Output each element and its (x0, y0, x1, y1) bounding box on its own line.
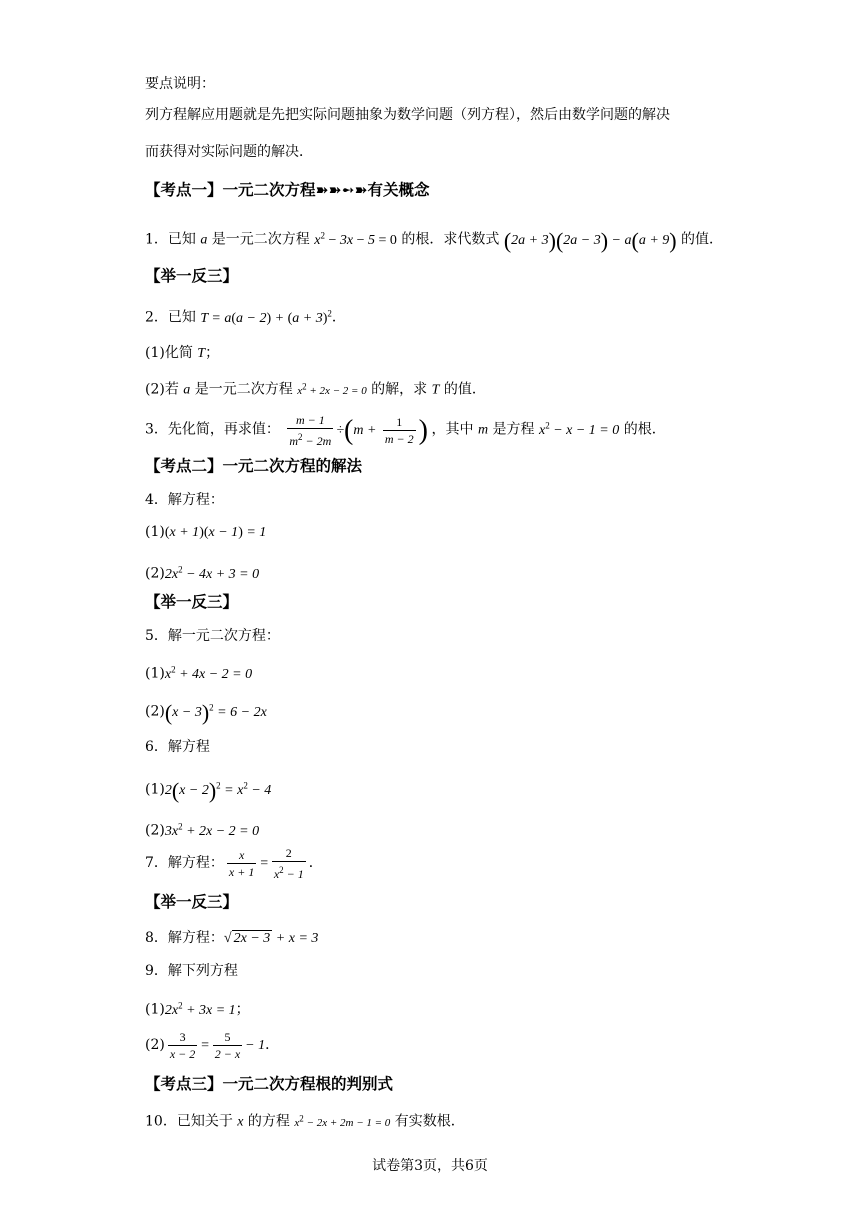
question-2: 2．已知 $T = a(a - 2) + (a + 3)^2$． (145, 308, 346, 326)
section-2-heading: 【考点二】一元二次方程的解法 (145, 457, 363, 475)
question-3: 3．先化简，再求值： $\frac{m - 1}{m^2 - 2m}$ ÷(m + $\frac{1}{m - 2}$ ) ，其中 m 是方程 $x^2 - x - 1 = 0$ 的根． (145, 412, 666, 448)
intro-body-1: 列方程解应用题就是先把实际问题抽象为数学问题（列方程），然后由数学问题的解决 (145, 107, 670, 123)
question-5: 5．解一元二次方程： (145, 628, 280, 644)
question-9-part-1: $(1)2x^2 + 3x = 1$； (145, 1000, 250, 1018)
question-5-part-2: $(2)(x - 3)^2 = 6 - 2x$ (145, 699, 267, 725)
question-8: 8．解方程：√ 2x − 3 + x = 3 (145, 930, 319, 946)
question-9: 9．解下列方程 (145, 963, 238, 979)
intro-body-2: 而获得对实际问题的解决． (145, 144, 313, 160)
question-7: 7．解方程： $\frac{x}{x + 1}$ = $\frac{2}{x^2 - 1}$ ． (145, 846, 323, 882)
question-2-part-2: (2)若 a 是一元二次方程 $x^2 + 2x - 2 = 0$ 的解，求 T 的值． (145, 381, 486, 398)
question-5-part-1: $(1)x^2 + 4x - 2 = 0$ (145, 664, 253, 682)
practice-heading-1: 【举一反三】 (145, 267, 239, 285)
question-2-part-1: (1)化简 T； (145, 345, 220, 361)
question-4-part-2: $(2)2x^2 - 4x + 3 = 0$ (145, 564, 260, 582)
page-footer: 试卷第3页，共6页 (372, 1158, 488, 1174)
question-1: 1．已知 a 是一元二次方程 $x^2 - 3x - 5 = 0$ 的根．求代数式 (2a + 3)(2a − 3) − a(a + 9) 的值． (145, 227, 724, 253)
section-3-heading: 【考点三】一元二次方程根的判别式 (145, 1075, 394, 1093)
question-6: 6．解方程 (145, 739, 210, 755)
question-10: 10．已知关于 x 的方程 $x^2 - 2x + 2m - 1 = 0$ 有实数根． (145, 1113, 465, 1130)
question-6-part-2: $(2)3x^2 + 2x - 2 = 0$ (145, 821, 260, 839)
question-4-part-1: (1)(x + 1)(x − 1) = 1 (145, 524, 267, 540)
practice-heading-3: 【举一反三】 (145, 893, 239, 911)
intro-heading: 要点说明： (145, 76, 215, 92)
question-4: 4．解方程： (145, 492, 224, 508)
question-9-part-2: (2) $\frac{3}{x - 2}$ = $\frac{5}{2 - x}$ − 1． (145, 1030, 280, 1062)
practice-heading-2: 【举一反三】 (145, 593, 239, 611)
section-1-heading: 【考点一】一元二次方程➽➽➻➽有关概念 (145, 181, 430, 199)
question-6-part-1: $(1)2(x - 2)^2 = x^2 - 4$ (145, 777, 272, 803)
